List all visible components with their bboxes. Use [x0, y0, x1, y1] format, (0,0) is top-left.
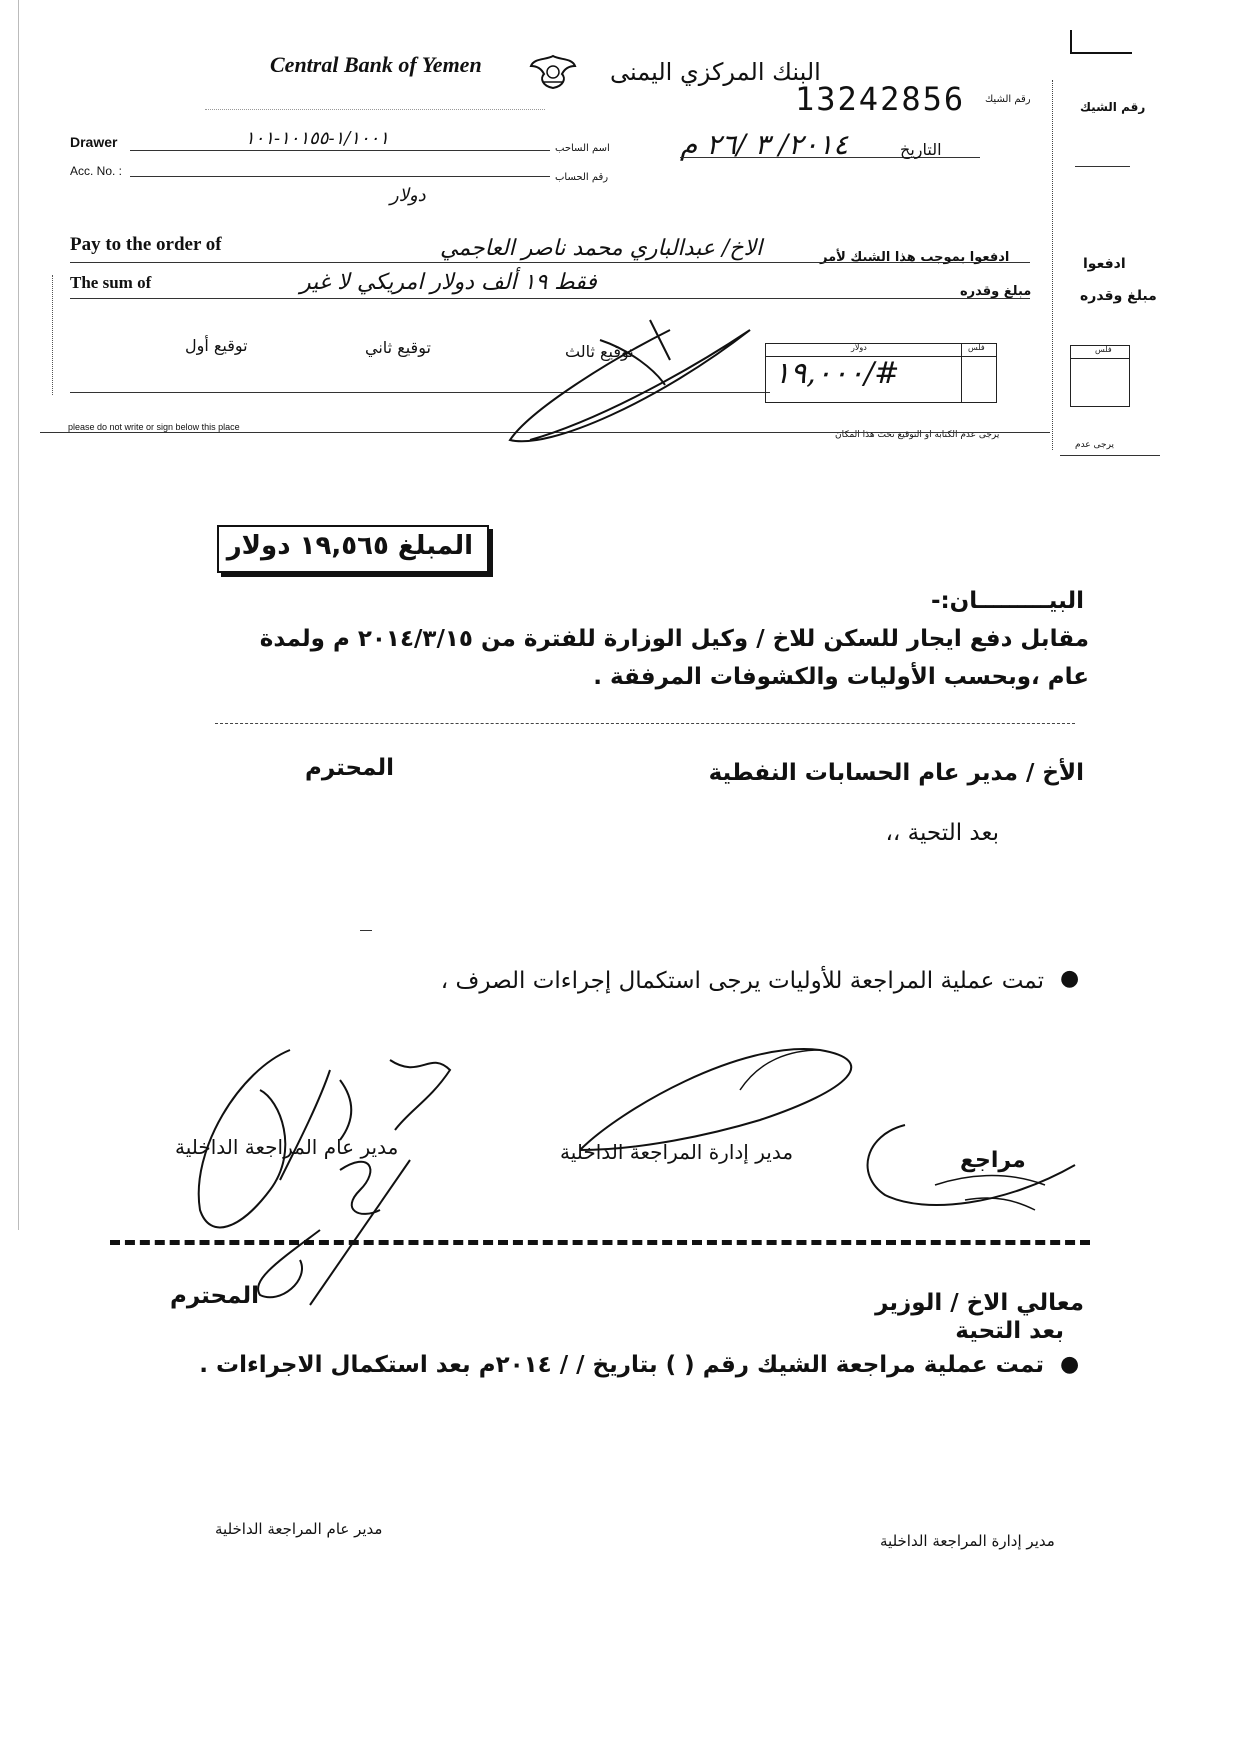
signature-line — [70, 392, 770, 393]
statement-divider — [215, 723, 1075, 724]
cheque-number: 13242856 — [795, 80, 966, 118]
bottom-sig-department-director: مدير إدارة المراجعة الداخلية — [880, 1532, 1055, 1550]
payee-value: الاخ/ عبدالباري محمد ناصر العاجمي — [440, 236, 763, 261]
sig-general-director: مدير عام المراجعة الداخلية — [175, 1135, 399, 1159]
stub-box-label: فلس — [1095, 345, 1112, 354]
amount-box-label: دولار — [851, 343, 867, 352]
payee-label-ar: ادفعوا بموجب هذا الشيك لأمر — [820, 250, 1010, 265]
account-label-ar: رقم الحساب — [555, 172, 609, 183]
amount-figure-value: ١٩,٠٠٠/# — [774, 356, 900, 391]
account-label-en: Acc. No. : — [70, 164, 123, 178]
statement-body: مقابل دفع ايجار للسكن للاخ / وكيل الوزارة للفترة من ٢٠١٤/٣/١٥ م ولمدة عام ،وبحسب الأوليات والكشوفات المرفقة . — [259, 626, 1089, 690]
bank-name-ar: البنك المركزي اليمنى — [610, 58, 821, 86]
cheque-review-note: تمت عملية مراجعة الشيك رقم ( ) بتاريخ / / ٢٠١٤م بعد استكمال الاجراءات . — [199, 1352, 1044, 1378]
sig-department-director: مدير إدارة المراجعة الداخلية — [560, 1140, 794, 1164]
stub-cheque-number-label: رقم الشيك — [1080, 100, 1146, 114]
addressee: الأخ / مدير عام الحسابات النفطية — [708, 760, 1084, 786]
vertical-margin-print — [52, 275, 59, 395]
greeting: بعد التحية ،، — [885, 820, 999, 846]
amount-box-col — [961, 344, 962, 402]
amount-box-fils-label: فلس — [968, 343, 985, 352]
signature-label-3: توقيع ثالث — [565, 342, 634, 361]
drawer-label-en: Drawer — [70, 134, 118, 150]
stub-separator — [1052, 80, 1053, 450]
sig-reviewer: مراجع — [960, 1148, 1026, 1173]
account-value: دولار — [390, 185, 426, 206]
footer-note-en: please do not write or sign below this place — [68, 422, 240, 432]
review-note: تمت عملية المراجعة للأولیات يرجى استكمال إجراءات الصرف ، — [440, 968, 1044, 994]
cheque — [0, 0, 1239, 470]
minister-address: معالي الاخ / الوزير — [875, 1290, 1084, 1316]
small-dash-mark — [360, 930, 372, 931]
addressee-respected: المحترم — [305, 755, 395, 781]
stub-footer-note: يرجى عدم — [1075, 440, 1115, 450]
cheque-review-bullet: ● — [1060, 1352, 1080, 1377]
section-divider-dashed — [110, 1240, 1090, 1245]
cheque-number-label: رقم الشيك — [985, 94, 1031, 105]
minister-greeting: بعد التحية — [955, 1318, 1064, 1344]
sum-line — [70, 298, 1030, 299]
date-label: التاريخ — [900, 140, 942, 159]
eagle-emblem-icon — [528, 52, 578, 92]
memo-amount-box — [217, 525, 489, 573]
sum-value: فقط ١٩ ألف دولار امريكي لا غير — [300, 270, 597, 295]
sum-label-en: The sum of — [70, 273, 152, 292]
stub-corner-line — [1070, 30, 1132, 54]
signature-label-2: توقيع ثاني — [365, 338, 431, 357]
account-line — [130, 176, 550, 177]
stub-line-1 — [1075, 166, 1130, 167]
faint-stamp-text — [205, 95, 545, 110]
signature-label-1: توقيع أول — [185, 336, 248, 355]
stub-sum-label: مبلغ وقدره — [1080, 288, 1157, 304]
review-note-bullet: ● — [1060, 966, 1080, 991]
sum-label-ar: مبلغ وقدره — [960, 284, 1032, 299]
cheque-signature-scribble — [490, 300, 800, 460]
payee-line — [70, 262, 1030, 263]
stub-footer-line — [1060, 455, 1160, 456]
footer-note-ar: يرجى عدم الكتابة او التوقيع تحت هذا المكان — [835, 430, 1000, 440]
bottom-sig-general-director: مدير عام المراجعة الداخلية — [215, 1520, 383, 1538]
drawer-label-ar: اسم الساحب — [555, 143, 610, 154]
scan-edge-mark — [18, 0, 19, 1230]
bank-name-en: Central Bank of Yemen — [270, 52, 482, 77]
date-value: ٢٠١٤/ ٣ /٢٦ م — [680, 128, 849, 161]
payee-label-en: Pay to the order of — [70, 234, 222, 255]
drawer-line — [130, 150, 550, 151]
minister-respected: المحترم — [170, 1283, 260, 1309]
stub-payee-label: ادفعوا — [1083, 256, 1126, 272]
stub-box-divider — [1071, 358, 1129, 359]
stub-amount-box — [1070, 345, 1130, 407]
memo-amount-text: المبلغ ١٩,٥٦٥ دولار — [226, 531, 473, 561]
statement-heading: البيـــــــــان:- — [930, 588, 1084, 614]
general-director-signature — [180, 1040, 490, 1310]
footer-line — [40, 432, 1050, 433]
amount-figure-box — [765, 343, 997, 403]
drawer-value: ١/١٠٠١-١٠١٥٥-١٠١ — [245, 128, 389, 149]
